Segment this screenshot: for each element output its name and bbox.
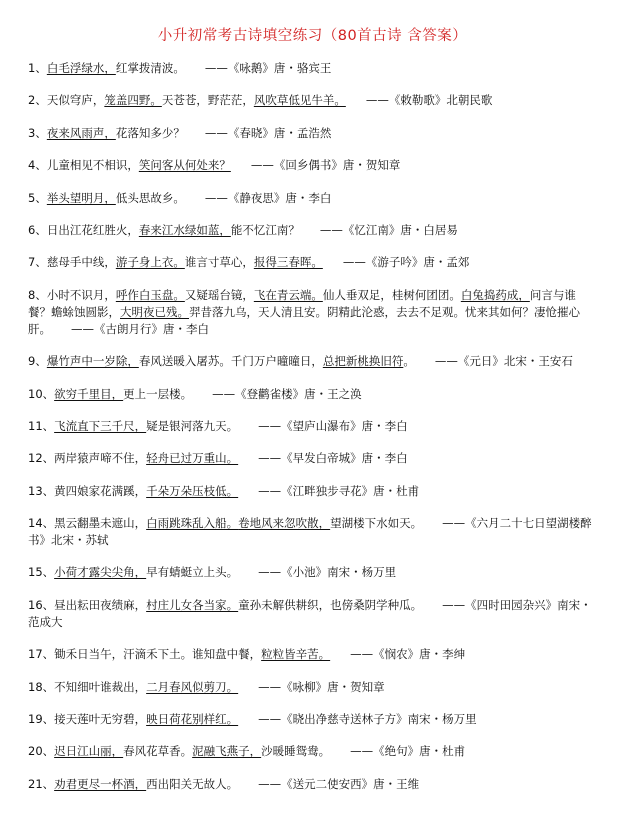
poem-source: ——《静夜思》唐・李白: [204, 190, 332, 205]
poem-item: [28, 157, 598, 174]
poem-item: [28, 776, 598, 793]
poem-text: 接天莲叶无穷碧，: [54, 712, 147, 727]
poem-source: ——《咏柳》唐・贺知章: [258, 679, 385, 694]
poem-text: 天苍苍，野茫茫，: [161, 93, 254, 108]
answer-blank: 飞流直下三千尺，: [54, 418, 147, 433]
answer-blank: 夜来风雨声，: [46, 125, 116, 140]
poem-number: 17、: [28, 647, 55, 662]
poem-item: [28, 287, 598, 338]
poem-text: 两岸猿声啼不住，: [54, 451, 147, 466]
answer-blank: 春来江水绿如蓝，: [138, 222, 231, 237]
answer-blank: 白兔捣药成，: [460, 287, 530, 302]
poem-source: ——《小池》南宋・杨万里: [258, 565, 397, 580]
poem-number: 6、: [28, 222, 47, 237]
poem-number: 11、: [28, 418, 55, 433]
poem-number: 15、: [28, 565, 55, 580]
poem-number: 12、: [28, 451, 55, 466]
poem-text: 西出阳关无故人。: [146, 776, 239, 791]
poem-item: [28, 60, 598, 77]
poem-item: [28, 386, 598, 403]
answer-blank: 举头望明月，: [46, 190, 116, 205]
answer-blank: 游子身上衣。: [115, 255, 185, 270]
answer-blank: 总把新桃换旧符: [322, 354, 404, 369]
poem-item: [28, 450, 598, 467]
answer-blank: 劝君更尽一杯酒，: [54, 776, 147, 791]
poem-number: 4、: [28, 158, 47, 173]
poem-number: 14、: [28, 516, 55, 531]
poem-source: ——《春晓》唐・孟浩然: [204, 125, 332, 140]
poem-text: 昼出耘田夜绩麻，: [54, 597, 147, 612]
poem-number: 3、: [28, 125, 47, 140]
poem-text: 不知细叶谁裁出，: [54, 679, 147, 694]
answer-blank: 卷地风来忽吹散，: [238, 516, 331, 531]
poem-item: [28, 564, 598, 581]
answer-blank: 千朵万朵压枝低。: [146, 483, 239, 498]
poem-item: [28, 254, 598, 271]
poem-source: ——《回乡偶书》唐・贺知章: [250, 158, 401, 173]
poem-text: 谁言寸草心，: [184, 255, 254, 270]
poem-number: 1、: [28, 61, 47, 75]
poem-source: ——《四时田园杂兴》南宋・范成大: [28, 597, 592, 629]
answer-blank: 大明夜已残。: [120, 304, 189, 319]
poem-item: [28, 190, 598, 207]
poem-source: ——《敕勒歌》北朝民歌: [365, 93, 493, 108]
poem-number: 7、: [28, 255, 47, 270]
poem-item: [28, 646, 598, 663]
answer-blank: 轻舟已过万重山。: [146, 451, 239, 466]
page-title: 小升初常考古诗填空练习（80首古诗 含答案）: [157, 28, 468, 44]
poem-item: [28, 515, 598, 549]
poem-source: ——《江畔独步寻花》唐・杜甫: [258, 483, 420, 498]
poem-item: [28, 92, 598, 109]
answer-blank: 二月春风似剪刀。: [146, 679, 239, 694]
answer-blank: 白雨跳珠乱入船。: [146, 516, 239, 531]
poem-source: ——《早发白帝城》唐・李白: [258, 451, 408, 466]
poem-item: [28, 222, 598, 239]
poem-text: 能不忆江南？: [230, 222, 300, 237]
answer-blank: 映日荷花别样红。: [146, 712, 239, 727]
answer-blank: 呼作白玉盘。: [115, 287, 185, 302]
answer-blank: 村庄儿女各当家。: [146, 597, 239, 612]
poem-text: 日出江花红胜火，: [46, 222, 139, 237]
poem-number: 9、: [28, 354, 47, 369]
poem-number: 10、: [28, 386, 55, 401]
poem-number: 13、: [28, 483, 55, 498]
poem-text: 小时不识月，: [46, 287, 116, 302]
poem-source: ——《登鹳雀楼》唐・王之涣: [212, 386, 362, 401]
poem-number: 2、: [28, 93, 47, 108]
poem-text: 天似穹庐，: [46, 93, 105, 108]
poem-source: ——《晓出净慈寺送林子方》南宋・杨万里: [258, 712, 477, 727]
poem-text: 童孙未解供耕织，也傍桑阴学种瓜。: [238, 597, 423, 612]
answer-blank: 白毛浮绿水，: [46, 61, 116, 75]
poem-source: ——《绝句》唐・杜甫: [350, 744, 466, 759]
answer-blank: 欲穷千里目，: [54, 386, 124, 401]
poem-number: 18、: [28, 679, 55, 694]
poem-text: 锄禾日当午，汗滴禾下土。谁知盘中餐，: [54, 647, 262, 662]
poem-source: ——《游子吟》唐・孟郊: [342, 255, 470, 270]
poem-text: 望湖楼下水如天。: [330, 516, 423, 531]
answer-blank: 飞在青云端。: [253, 287, 323, 302]
poem-number: 21、: [28, 776, 55, 791]
poem-text: 低头思故乡。: [115, 190, 185, 205]
poem-text: 儿童相见不相识，: [46, 158, 139, 173]
poem-text: 更上一层楼。: [123, 386, 193, 401]
answer-blank: 笼盖四野。: [104, 93, 162, 108]
poem-text: 沙暖睡鸳鸯。: [261, 744, 331, 759]
poem-text: 黄四娘家花满蹊，: [54, 483, 147, 498]
answer-blank: 粒粒皆辛苦。: [261, 647, 331, 662]
poem-source: ——《送元二使安西》唐・王维: [258, 776, 420, 791]
answer-blank: 风吹草低见牛羊。: [253, 93, 346, 108]
poem-source: ——《咏鹅》唐・骆宾王: [204, 61, 332, 75]
poem-text: 仙人垂双足，桂树何团团。: [322, 287, 461, 302]
poem-number: 20、: [28, 744, 55, 759]
answer-blank: 泥融飞燕子，: [192, 744, 262, 759]
poem-list: [28, 60, 598, 808]
answer-blank: 报得三春晖。: [253, 255, 323, 270]
poem-item: [28, 353, 598, 370]
poem-source: ——《忆江南》唐・白居易: [319, 222, 458, 237]
poem-source: ——《悯农》唐・李绅: [350, 647, 466, 662]
poem-item: [28, 743, 598, 760]
poem-text: 慈母手中线，: [46, 255, 116, 270]
poem-item: [28, 125, 598, 142]
poem-text: 问言与谁餐？蟾蜍蚀圆影，: [28, 287, 576, 319]
answer-blank: 迟日江山丽，: [54, 744, 124, 759]
poem-source: ——《六月二十七日望湖楼醉书》北宋・苏轼: [28, 516, 592, 548]
poem-text: 羿昔落九乌，天人清且安。阴精此沦惑，去去不足观。忧来其如何？凄怆摧心肝。: [28, 304, 580, 336]
poem-item: [28, 711, 598, 728]
poem-number: 8、: [28, 287, 47, 302]
poem-text: 花落知多少？: [115, 125, 185, 140]
poem-text: 。: [403, 354, 415, 369]
poem-text: 红掌拨清波。: [115, 61, 185, 75]
poem-item: [28, 483, 598, 500]
poem-item: [28, 418, 598, 435]
poem-source: ——《古朗月行》唐・李白: [71, 321, 209, 336]
poem-text: 早有蜻蜓立上头。: [146, 565, 239, 580]
poem-number: 5、: [28, 190, 47, 205]
poem-text: 春风花草香。: [123, 744, 193, 759]
poem-item: [28, 597, 598, 631]
poem-source: ——《元日》北宋・王安石: [434, 354, 573, 369]
poem-text: 疑是银河落九天。: [146, 418, 239, 433]
poem-number: 19、: [28, 712, 55, 727]
poem-item: [28, 679, 598, 696]
poem-text: 春风送暖入屠苏。千门万户曈曈日，: [138, 354, 323, 369]
poem-source: ——《望庐山瀑布》唐・李白: [258, 418, 408, 433]
poem-text: 黑云翻墨未遮山，: [54, 516, 147, 531]
poem-number: 16、: [28, 597, 55, 612]
answer-blank: 爆竹声中一岁除，: [46, 354, 139, 369]
answer-blank: 小荷才露尖尖角，: [54, 565, 147, 580]
poem-text: 又疑瑶台镜，: [184, 287, 254, 302]
answer-blank: 笑问客从何处来？: [138, 158, 231, 173]
